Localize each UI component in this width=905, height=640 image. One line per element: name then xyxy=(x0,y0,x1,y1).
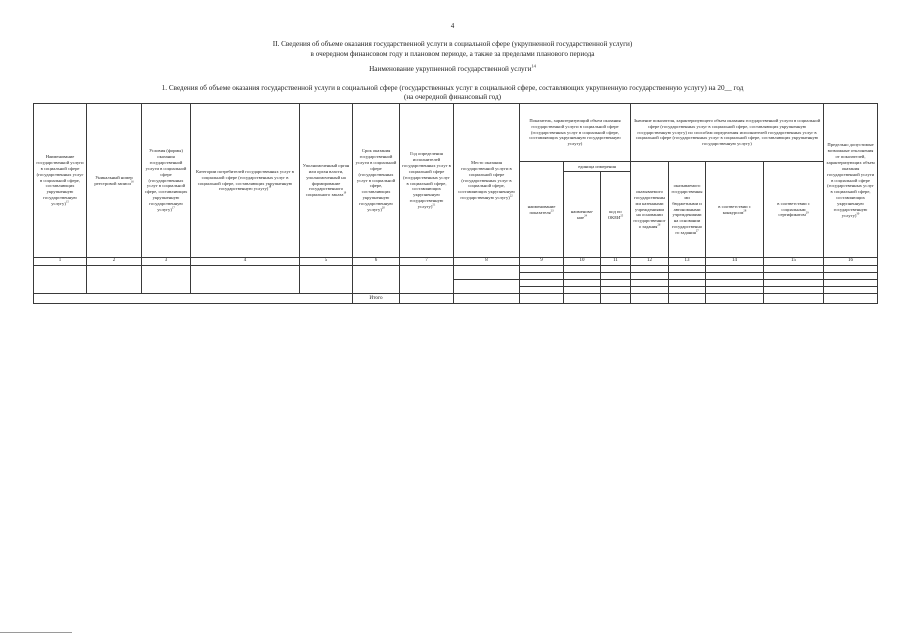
empty-data-cell xyxy=(706,266,764,273)
empty-data-cell xyxy=(706,294,764,304)
section-heading-line1: 1. Сведения об объеме оказания государственной услуги в социальной сфере (государственных услуг в социальной сфере, составляющих укрупненную государственную услугу) на 20__ год xyxy=(161,84,744,92)
empty-data-cell xyxy=(400,294,454,304)
empty-data-cell xyxy=(669,280,706,287)
footnote-ref: 18 xyxy=(268,184,272,189)
col-header-indicator-name: наименование показателя$^{23}$ xyxy=(520,162,564,258)
column-number: 10 xyxy=(564,258,601,266)
column-number: 4 xyxy=(191,258,300,266)
column-number: 12 xyxy=(631,258,669,266)
empty-data-cell xyxy=(706,287,764,294)
empty-data-cell xyxy=(631,280,669,287)
group-header-indicator-values: Значение показателя, характеризующего объем оказания государственной услуги в социальной сфере (государственных услуг в социальной сфере, составляющих укрупненную государственную услугу) по способам определения исполнителей государственных услуг в социальной сфере (государственных услуг в социальной сфере, составляющих укрупненную государственную услугу) xyxy=(631,104,824,162)
col-header-state-owned-institutions: оказываемого государственными казенными учреждениями на основании государственного задания$^{26}$ xyxy=(631,162,669,258)
col-header-registry-number: Уникальный номер реестровой записи$^{16}$ xyxy=(87,104,142,258)
form-title-block xyxy=(0,40,905,75)
col-header-authorized-body: Уполномоченный орган или орган власти, уполномоченный на формирование государственного социального заказа$^{19}$ xyxy=(300,104,353,258)
footnote-ref: 26 xyxy=(657,222,661,227)
footnote-ref: 27 xyxy=(695,228,699,233)
empty-data-cell xyxy=(764,273,824,280)
empty-data-cell xyxy=(34,266,87,294)
empty-data-cell xyxy=(564,280,601,287)
footnote-ref: 16 xyxy=(130,178,134,183)
page-number: 4 xyxy=(450,22,455,30)
empty-data-cell xyxy=(764,294,824,304)
totals-label: Итого xyxy=(353,294,400,304)
empty-data-cell xyxy=(631,273,669,280)
empty-data-cell xyxy=(564,266,601,273)
col-header-allowed-deviations: Предельно допустимые возможные отклонения от показателей, характеризующих объем оказания государственной услуги в социальной сфере (государственных услуг в социальной сфере, составляющих укрупненную государственную услугу)$^{30}$ xyxy=(824,104,878,258)
col-header-service-term: Срок оказания государственной услуги в социальной сфере (государственных услуг в социальной сфере, составляющих укрупненную государственную услугу)$^{20}$ xyxy=(353,104,400,258)
empty-data-cell xyxy=(520,280,564,287)
empty-data-cell xyxy=(669,287,706,294)
empty-data-cell xyxy=(824,273,878,280)
footnote-ref: 28 xyxy=(743,207,747,212)
empty-data-cell xyxy=(669,266,706,273)
empty-data-cell xyxy=(601,280,631,287)
group-header-volume-indicator: Показатель, характеризующий объем оказания государственной услуги в социальной сфере (государственных услуг в социальной сфере, составляющих укрупненную государственную услугу) xyxy=(520,104,631,162)
empty-data-cell xyxy=(87,266,142,294)
empty-data-cell xyxy=(764,266,824,273)
form-title-line1: II. Сведения об объеме оказания государственной услуги в социальной сфере (укрупненной государственной услуги) xyxy=(272,40,633,48)
col-header-service-place: Место оказания государственной услуги в социальной сфере (государственных услуг в социальной сфере, составляющих укрупненную государственную услугу)$^{22}$ xyxy=(454,104,520,258)
scan-artifact-line xyxy=(0,632,72,633)
column-number: 5 xyxy=(300,258,353,266)
empty-data-cell xyxy=(454,280,520,294)
service-volume-table xyxy=(33,103,878,304)
column-number: 16 xyxy=(824,258,878,266)
empty-data-cell xyxy=(824,287,878,294)
empty-data-cell xyxy=(824,294,878,304)
footnote-ref: 29 xyxy=(805,210,809,215)
footnote-ref: 24 xyxy=(584,212,587,217)
empty-data-cell xyxy=(764,287,824,294)
column-number: 2 xyxy=(87,258,142,266)
empty-data-cell xyxy=(400,266,454,294)
column-number: 7 xyxy=(400,258,454,266)
footnote-ref: 15 xyxy=(65,199,69,204)
col-header-unit-name: наименова-ние$^{24}$ xyxy=(564,172,601,258)
footnote-ref: 30 xyxy=(856,211,860,216)
empty-data-cell xyxy=(520,273,564,280)
footnote-ref: 20 xyxy=(381,205,385,210)
col-header-conditions: Условия (формы) оказания государственной услуги в социальной сфере (государственных услуг в социальной сфере, составляющих укрупненную государственную услугу)$^{17}$ xyxy=(142,104,191,258)
column-number: 1 xyxy=(34,258,87,266)
footnote-ref: 19 xyxy=(343,190,347,195)
col-header-by-social-certificate: в соответствии с социальным сертификатом$^{29}$ xyxy=(764,162,824,258)
form-title-line2: в очередном финансовом году и плановом периоде, а также за пределами планового периода xyxy=(310,49,595,58)
section-heading-line2: (на очередной финансовый год) xyxy=(403,93,502,102)
empty-data-cell xyxy=(300,266,353,294)
empty-data-cell xyxy=(142,266,191,294)
empty-data-cell xyxy=(631,294,669,304)
empty-data-cell xyxy=(520,266,564,273)
footnote-ref: 21 xyxy=(432,202,436,207)
footnote-ref: 25 xyxy=(620,212,624,217)
form-title-line3: Наименование укрупненной государственной услуги$^{14}$ xyxy=(369,64,536,74)
empty-data-cell xyxy=(706,273,764,280)
empty-data-cell xyxy=(824,280,878,287)
col-header-by-competition: в соответствии с конкурсом$^{28}$ xyxy=(706,162,764,258)
column-number: 11 xyxy=(601,258,631,266)
empty-data-cell xyxy=(706,280,764,287)
empty-data-cell xyxy=(631,287,669,294)
empty-data-cell xyxy=(764,280,824,287)
col-header-okei-code: код по ОКЕИ$^{25}$ xyxy=(601,172,631,258)
footnote-ref: 14 xyxy=(531,64,536,70)
empty-data-cell xyxy=(564,294,601,304)
col-header-budget-autonomous-institutions: оказываемого государственными бюджетными и автономными учреждениями на основании государственного задания$^{27}$ xyxy=(669,162,706,258)
empty-data-cell xyxy=(669,294,706,304)
subgroup-header-unit: единица измерения xyxy=(564,162,631,172)
empty-data-cell xyxy=(454,294,520,304)
column-number: 6 xyxy=(353,258,400,266)
empty-data-cell xyxy=(601,294,631,304)
footnote-ref: 22 xyxy=(509,193,513,198)
column-number: 3 xyxy=(142,258,191,266)
empty-data-cell xyxy=(631,266,669,273)
empty-data-cell xyxy=(601,287,631,294)
section-heading xyxy=(0,84,905,103)
empty-data-cell xyxy=(564,273,601,280)
empty-data-cell xyxy=(601,266,631,273)
footnote-ref: 17 xyxy=(171,205,175,210)
empty-data-cell xyxy=(824,266,878,273)
empty-data-cell xyxy=(520,287,564,294)
col-header-consumer-categories: Категории потребителей государственных услуг в социальной сфере (государственных услуг в социальной сфере, составляющих укрупненную государственную услугу)$^{18}$ xyxy=(191,104,300,258)
empty-data-cell xyxy=(520,294,564,304)
totals-row-empty-left xyxy=(34,294,353,304)
footnote-ref: 23 xyxy=(550,207,554,212)
empty-data-cell xyxy=(564,287,601,294)
column-number: 14 xyxy=(706,258,764,266)
column-number: 9 xyxy=(520,258,564,266)
col-header-executor-year: Год определения исполнителей государственных услуг в социальной сфере (государственных услуг в социальной сфере, составляющих укрупненную государственную услугу)$^{21}$ xyxy=(400,104,454,258)
empty-data-cell xyxy=(353,266,400,294)
empty-data-cell xyxy=(454,266,520,280)
column-number: 13 xyxy=(669,258,706,266)
empty-data-cell xyxy=(601,273,631,280)
empty-data-cell xyxy=(669,273,706,280)
column-number: 8 xyxy=(454,258,520,266)
col-header-service-name: Наименование государственной услуги в социальной сфере (государственных услуг в социальной сфере, составляющих укрупненную государственную услугу)$^{15}$ xyxy=(34,104,87,258)
empty-data-cell xyxy=(191,266,300,294)
column-number: 15 xyxy=(764,258,824,266)
